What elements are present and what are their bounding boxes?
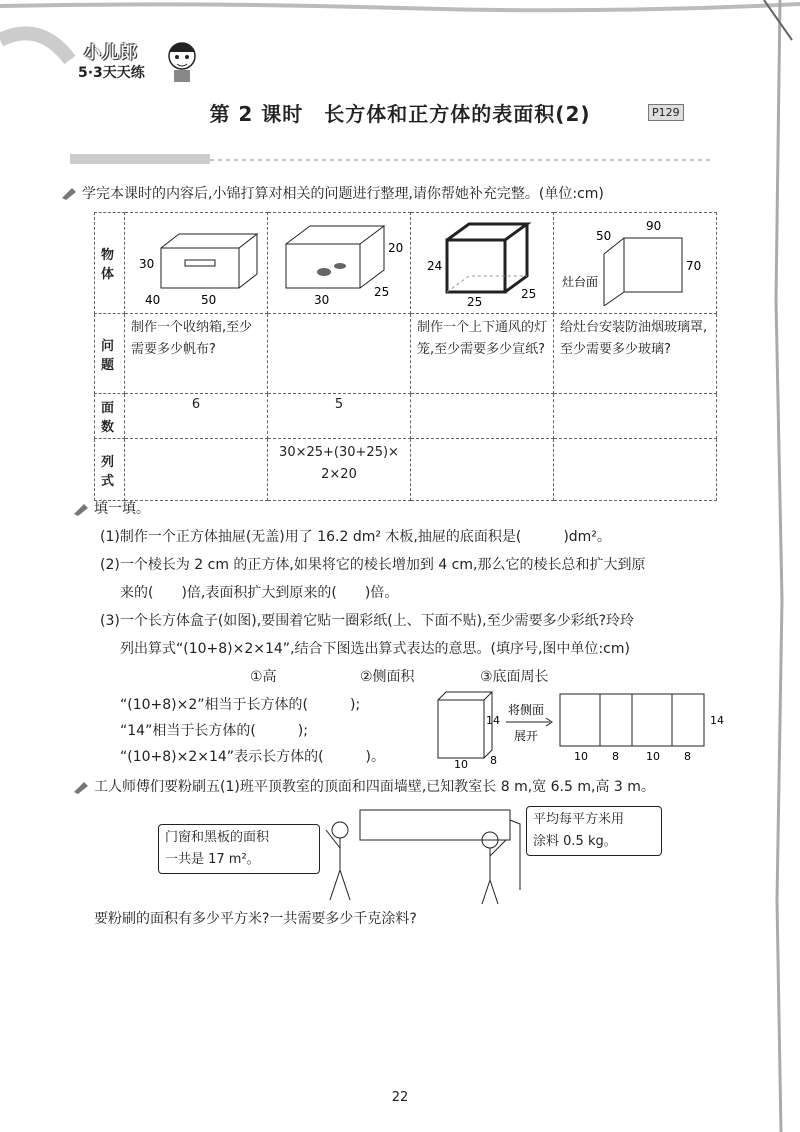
problem-3: 制作一个上下通风的灯笼,至少需要多少宣纸? (411, 314, 554, 394)
formula-3[interactable] (411, 439, 554, 501)
section3-question: 要粉刷的面积有多少平方米?一共需要多少千克涂料? (94, 911, 417, 927)
question-3-line1: (3)一个长方体盒子(如图),要围着它贴一圈彩纸(上、下面不贴),至少需要多少彩纸?玲玲 (100, 613, 635, 629)
fill-2: “14”相当于长方体的( ); (120, 723, 308, 739)
brand-top: 小儿郎 (84, 43, 138, 63)
fish-tank-figure (274, 216, 404, 306)
figure-cell-3 (411, 213, 554, 314)
fig3-length: 25 (467, 295, 483, 306)
fig4-label: 灶台面 (562, 275, 599, 289)
brand-logo (74, 38, 194, 88)
box-width: 8 (490, 754, 497, 767)
section2-heading: 填一填。 (94, 501, 150, 517)
row-label-object: 物体 (95, 213, 125, 314)
faces-1: 6 (125, 394, 268, 439)
box-height: 14 (486, 714, 500, 727)
box-unfold-figure (428, 686, 728, 768)
speech-bubble-left (158, 824, 320, 874)
question-2-line1: (2)一个棱长为 2 cm 的正方体,如果将它的棱长增加到 4 cm,那么它的棱长总和扩大到原 (100, 557, 646, 573)
pencil-icon (72, 502, 90, 516)
brand-bottom: 5·3天天练 (78, 65, 145, 81)
fig1-height: 30 (139, 257, 155, 271)
fig1-width: 40 (145, 293, 161, 306)
unfold-label-2: 展开 (514, 729, 539, 743)
storage-box-figure (131, 216, 261, 306)
fig2-length: 30 (314, 293, 330, 306)
formula-2-line2: 2×20 (321, 467, 357, 482)
figure-cell-2 (268, 213, 411, 314)
bubble-left-line2: 一共是 17 m²。 (165, 852, 260, 867)
bubble-right-line2: 涂料 0.5 kg。 (533, 834, 617, 849)
fig3-height: 24 (427, 259, 443, 273)
lantern-frame-figure (417, 216, 547, 306)
row-label-formula: 列式 (95, 439, 125, 501)
fig3-width: 25 (521, 287, 537, 301)
page-number: 22 (391, 1090, 409, 1105)
section3-text: 工人师傅们要粉刷五(1)班平顶教室的顶面和四面墙壁,已知教室长 8 m,宽 6.5 m,高 3 m。 (94, 779, 655, 795)
summary-table (94, 212, 717, 501)
option-1: ①高 (250, 669, 277, 685)
mascot-icon (162, 34, 202, 84)
fig2-height: 20 (388, 241, 404, 255)
answer-area[interactable] (94, 940, 694, 1080)
strip-height: 14 (710, 714, 724, 727)
strip-seg-4: 8 (684, 750, 691, 763)
page-reference-badge: P129 (648, 104, 684, 121)
strip-seg-3: 10 (646, 750, 660, 763)
formula-2 (268, 439, 411, 501)
divider-band (70, 150, 710, 168)
problem-1: 制作一个收纳箱,至少需要多少帆布? (125, 314, 268, 394)
row-label-question: 问题 (95, 314, 125, 394)
question-3-line2: 列出算式“(10+8)×2×14”,结合下图选出算式表达的意思。(填序号,图中单位:cm) (120, 641, 630, 657)
option-2: ②侧面积 (360, 669, 415, 685)
pencil-icon (60, 186, 78, 200)
strip-seg-2: 8 (612, 750, 619, 763)
fig4-width: 50 (596, 229, 612, 243)
question-2-line2: 来的( )倍,表面积扩大到原来的( )倍。 (120, 585, 399, 601)
pencil-icon (72, 780, 90, 794)
fig1-length: 50 (201, 293, 217, 306)
bubble-right-line1: 平均每平方米用 (533, 812, 625, 827)
fig4-height: 70 (686, 259, 702, 273)
option-3: ③底面周长 (480, 669, 549, 685)
figure-cell-1 (125, 213, 268, 314)
fill-3: “(10+8)×2×14”表示长方体的( )。 (120, 749, 385, 765)
stove-hood-figure (560, 216, 710, 306)
row-label-faces: 面数 (95, 394, 125, 439)
formula-2-line1: 30×25+(30+25)× (279, 445, 399, 460)
problem-2 (268, 314, 411, 394)
formula-4[interactable] (554, 439, 717, 501)
question-1: (1)制作一个正方体抽屉(无盖)用了 16.2 dm² 木板,抽屉的底面积是( )dm²。 (100, 529, 611, 545)
fig4-length: 90 (646, 219, 662, 233)
unfold-label-1: 将侧面 (508, 703, 545, 717)
faces-4[interactable] (554, 394, 717, 439)
box-length: 10 (454, 758, 468, 768)
faces-3[interactable] (411, 394, 554, 439)
section1-intro: 学完本课时的内容后,小锦打算对相关的问题进行整理,请你帮她补充完整。(单位:cm) (82, 186, 604, 202)
strip-seg-1: 10 (574, 750, 588, 763)
bubble-left-line1: 门窗和黑板的面积 (165, 830, 270, 845)
figure-cell-4 (554, 213, 717, 314)
fill-1: “(10+8)×2”相当于长方体的( ); (120, 697, 361, 713)
faces-2: 5 (268, 394, 411, 439)
formula-1[interactable] (125, 439, 268, 501)
page-title: 第 2 课时 长方体和正方体的表面积(2) (209, 102, 591, 126)
problem-4: 给灶台安装防油烟玻璃罩,至少需要多少玻璃? (554, 314, 717, 394)
fig2-width: 25 (374, 285, 390, 299)
speech-bubble-right (526, 806, 662, 856)
